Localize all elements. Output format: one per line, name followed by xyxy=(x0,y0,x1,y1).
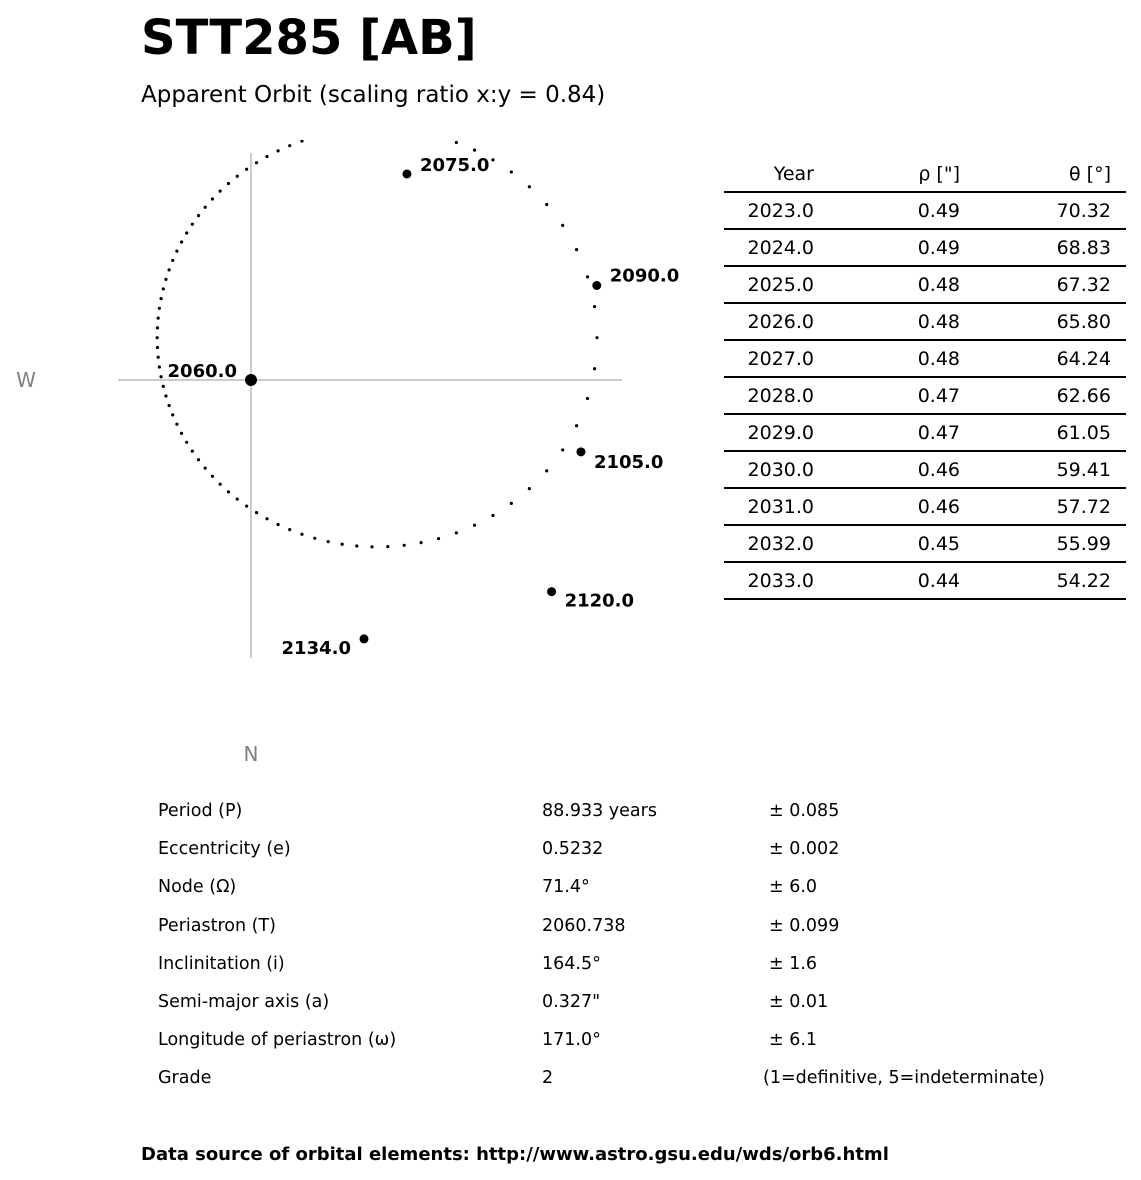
orbit-dot xyxy=(157,316,160,319)
orbit-dot xyxy=(158,365,161,368)
theta-cell: 62.66 xyxy=(960,377,1126,414)
element-name: Semi-major axis (a) xyxy=(158,991,330,1012)
epoch-point xyxy=(576,447,585,456)
orbit-dot xyxy=(276,523,279,526)
epoch-point xyxy=(592,281,601,290)
element-value: 171.0° xyxy=(542,1030,601,1051)
year-cell: 2028.0 xyxy=(724,377,814,414)
orbit-dot xyxy=(473,149,476,152)
ephemeris-row xyxy=(724,340,1126,377)
element-name: Eccentricity (e) xyxy=(158,839,291,860)
theta-cell: 59.41 xyxy=(960,451,1126,488)
orbit-dot xyxy=(156,326,159,329)
orbit-dot xyxy=(245,168,248,171)
epoch-label: 2060.0 xyxy=(167,361,237,382)
rho-cell: 0.48 xyxy=(814,303,960,340)
orbit-dot xyxy=(586,397,589,400)
year-cell: 2031.0 xyxy=(724,488,814,525)
orbit-dot xyxy=(313,537,316,540)
orbit-dot xyxy=(162,287,165,290)
ephemeris-row xyxy=(724,562,1126,599)
rho-cell: 0.48 xyxy=(814,340,960,377)
primary-star xyxy=(245,374,257,386)
year-cell: 2024.0 xyxy=(724,229,814,266)
theta-header: θ [°] xyxy=(960,156,1126,192)
year-header: Year xyxy=(724,156,814,192)
year-cell: 2030.0 xyxy=(724,451,814,488)
orbit-dot xyxy=(158,307,161,310)
orbit-dot xyxy=(171,413,174,416)
orbit-dot xyxy=(219,190,222,193)
orbit-dot xyxy=(156,336,159,339)
orbit-dot xyxy=(528,185,531,188)
element-error: ± 0.002 xyxy=(769,839,840,860)
element-name: Longitude of periastron (ω) xyxy=(158,1030,397,1051)
year-cell: 2025.0 xyxy=(724,266,814,303)
epoch-label: 2105.0 xyxy=(593,451,664,473)
element-error: ± 0.01 xyxy=(769,991,829,1012)
ephemeris-row xyxy=(724,229,1126,266)
rho-cell: 0.49 xyxy=(814,192,960,229)
epoch-label: 2120.0 xyxy=(564,590,635,612)
orbit-dot xyxy=(545,203,548,206)
year-cell: 2029.0 xyxy=(724,414,814,451)
year-cell: 2027.0 xyxy=(724,340,814,377)
element-name: Period (P) xyxy=(158,801,243,821)
orbit-dot xyxy=(255,511,258,514)
theta-cell: 65.80 xyxy=(960,303,1126,340)
orbit-dot xyxy=(162,385,165,388)
epoch-point xyxy=(402,169,411,178)
element-row xyxy=(158,985,1118,1023)
orbit-dot xyxy=(419,541,422,544)
orbit-dot xyxy=(575,424,578,427)
orbit-dot xyxy=(455,141,458,144)
ephemeris-row xyxy=(724,303,1126,340)
orbit-dot xyxy=(197,214,200,217)
element-row xyxy=(158,909,1118,947)
orbit-dot xyxy=(455,531,458,534)
orbit-dot xyxy=(175,250,178,253)
west-label: W xyxy=(16,368,36,392)
element-value: 71.4° xyxy=(542,877,590,898)
orbit-dot xyxy=(473,524,476,527)
north-label: N xyxy=(243,742,259,766)
element-row xyxy=(158,947,1118,985)
orbit-dot xyxy=(191,223,194,226)
epoch-label: 2134.0 xyxy=(281,637,351,659)
orbit-dot xyxy=(437,537,440,540)
orbit-dot xyxy=(157,356,160,359)
ephemeris-header-row xyxy=(724,156,1126,192)
epoch-label: 2075.0 xyxy=(419,154,490,176)
ephemeris-row xyxy=(724,525,1126,562)
rho-cell: 0.47 xyxy=(814,414,960,451)
element-row xyxy=(158,794,1118,832)
ephemeris-row xyxy=(724,488,1126,525)
orbit-dot xyxy=(300,140,303,143)
orbit-dot xyxy=(491,158,494,161)
theta-cell: 57.72 xyxy=(960,488,1126,525)
rho-cell: 0.49 xyxy=(814,229,960,266)
element-value: 164.5° xyxy=(542,953,601,974)
theta-cell: 70.32 xyxy=(960,192,1126,229)
element-error: (1=definitive, 5=indeterminate) xyxy=(763,1068,1045,1089)
orbit-dot xyxy=(255,161,258,164)
orbit-dot xyxy=(300,533,303,536)
theta-cell: 55.99 xyxy=(960,525,1126,562)
chart-subtitle: Apparent Orbit (scaling ratio x:y = 0.84) xyxy=(141,82,606,108)
epoch-point xyxy=(547,587,556,596)
orbit-dot xyxy=(204,467,207,470)
orbit-dot xyxy=(491,514,494,517)
element-error: ± 0.099 xyxy=(769,915,840,936)
element-value: 88.933 years xyxy=(542,801,657,821)
orbit-dot xyxy=(171,259,174,262)
data-source-note: Data source of orbital elements: http://www.astro.gsu.edu/wds/orb6.html xyxy=(141,1144,889,1165)
ephemeris-row xyxy=(724,451,1126,488)
orbit-dot xyxy=(276,149,279,152)
element-error: ± 6.1 xyxy=(769,1030,818,1051)
element-name: Periastron (T) xyxy=(158,915,276,936)
element-row xyxy=(158,1023,1118,1061)
chart-title: STT285 [AB] xyxy=(141,10,477,66)
theta-cell: 67.32 xyxy=(960,266,1126,303)
year-cell: 2033.0 xyxy=(724,562,814,599)
orbit-dot xyxy=(191,450,194,453)
orbit-dot xyxy=(510,502,513,505)
orbit-dot xyxy=(164,394,167,397)
orbit-dot xyxy=(403,544,406,547)
element-value: 0.327" xyxy=(542,991,601,1012)
orbit-dot xyxy=(545,469,548,472)
orbit-dot xyxy=(156,346,159,349)
orbit-dot xyxy=(595,336,598,339)
theta-cell: 68.83 xyxy=(960,229,1126,266)
orbit-dot xyxy=(561,448,564,451)
element-value: 2060.738 xyxy=(542,915,626,936)
ephemeris-table xyxy=(724,156,1126,600)
orbit-dot xyxy=(197,458,200,461)
rho-cell: 0.44 xyxy=(814,562,960,599)
orbit-dot xyxy=(159,375,162,378)
theta-cell: 54.22 xyxy=(960,562,1126,599)
orbit-dot xyxy=(355,544,358,547)
element-error: ± 0.085 xyxy=(769,801,840,821)
year-cell: 2026.0 xyxy=(724,303,814,340)
rho-cell: 0.45 xyxy=(814,525,960,562)
orbit-dot xyxy=(180,432,183,435)
orbit-dot xyxy=(265,517,268,520)
element-row xyxy=(158,832,1118,870)
orbit-dot xyxy=(288,144,291,147)
element-error: ± 1.6 xyxy=(769,953,818,974)
ephemeris-row xyxy=(724,414,1126,451)
orbit-dot xyxy=(575,248,578,251)
orbit-dot xyxy=(227,182,230,185)
theta-cell: 64.24 xyxy=(960,340,1126,377)
orbit-dot xyxy=(386,545,389,548)
year-cell: 2023.0 xyxy=(724,192,814,229)
orbit-dot xyxy=(164,278,167,281)
element-value: 0.5232 xyxy=(542,839,604,860)
rho-cell: 0.46 xyxy=(814,488,960,525)
orbit-dot xyxy=(586,275,589,278)
orbit-dot xyxy=(593,305,596,308)
orbit-dot xyxy=(211,475,214,478)
element-name: Grade xyxy=(158,1068,212,1089)
rho-cell: 0.47 xyxy=(814,377,960,414)
rho-header: ρ ["] xyxy=(814,156,960,192)
orbit-dot xyxy=(370,545,373,548)
ephemeris-row xyxy=(724,266,1126,303)
epoch-label: 2090.0 xyxy=(609,265,680,287)
orbit-dot xyxy=(180,240,183,243)
orbit-dot xyxy=(236,498,239,501)
element-row xyxy=(158,1061,1118,1099)
orbit-dot xyxy=(341,543,344,546)
orbital-elements xyxy=(158,794,1118,1100)
orbit-dot xyxy=(245,504,248,507)
orbit-dot xyxy=(159,297,162,300)
orbit-dot xyxy=(265,155,268,158)
year-cell: 2032.0 xyxy=(724,525,814,562)
orbit-dot xyxy=(593,367,596,370)
orbit-dot xyxy=(561,224,564,227)
orbit-dot xyxy=(528,487,531,490)
orbit-dot xyxy=(510,170,513,173)
element-name: Inclinitation (i) xyxy=(158,953,285,974)
orbit-dot xyxy=(219,483,222,486)
ephemeris-row xyxy=(724,377,1126,414)
orbit-dot xyxy=(185,441,188,444)
element-value: 2 xyxy=(542,1068,554,1089)
orbit-dot xyxy=(288,528,291,531)
rho-cell: 0.46 xyxy=(814,451,960,488)
ephemeris-row xyxy=(724,192,1126,229)
orbit-plot xyxy=(0,140,700,780)
orbit-dot xyxy=(175,423,178,426)
element-row xyxy=(158,870,1118,908)
epoch-point xyxy=(360,634,369,643)
element-error: ± 6.0 xyxy=(769,877,818,898)
orbit-dot xyxy=(327,540,330,543)
orbit-dot xyxy=(236,175,239,178)
orbit-dot xyxy=(211,197,214,200)
orbit-dot xyxy=(227,490,230,493)
element-name: Node (Ω) xyxy=(158,877,237,898)
orbit-dot xyxy=(167,268,170,271)
theta-cell: 61.05 xyxy=(960,414,1126,451)
orbit-dot xyxy=(185,231,188,234)
orbit-dot xyxy=(204,206,207,209)
orbit-dot xyxy=(167,404,170,407)
rho-cell: 0.48 xyxy=(814,266,960,303)
